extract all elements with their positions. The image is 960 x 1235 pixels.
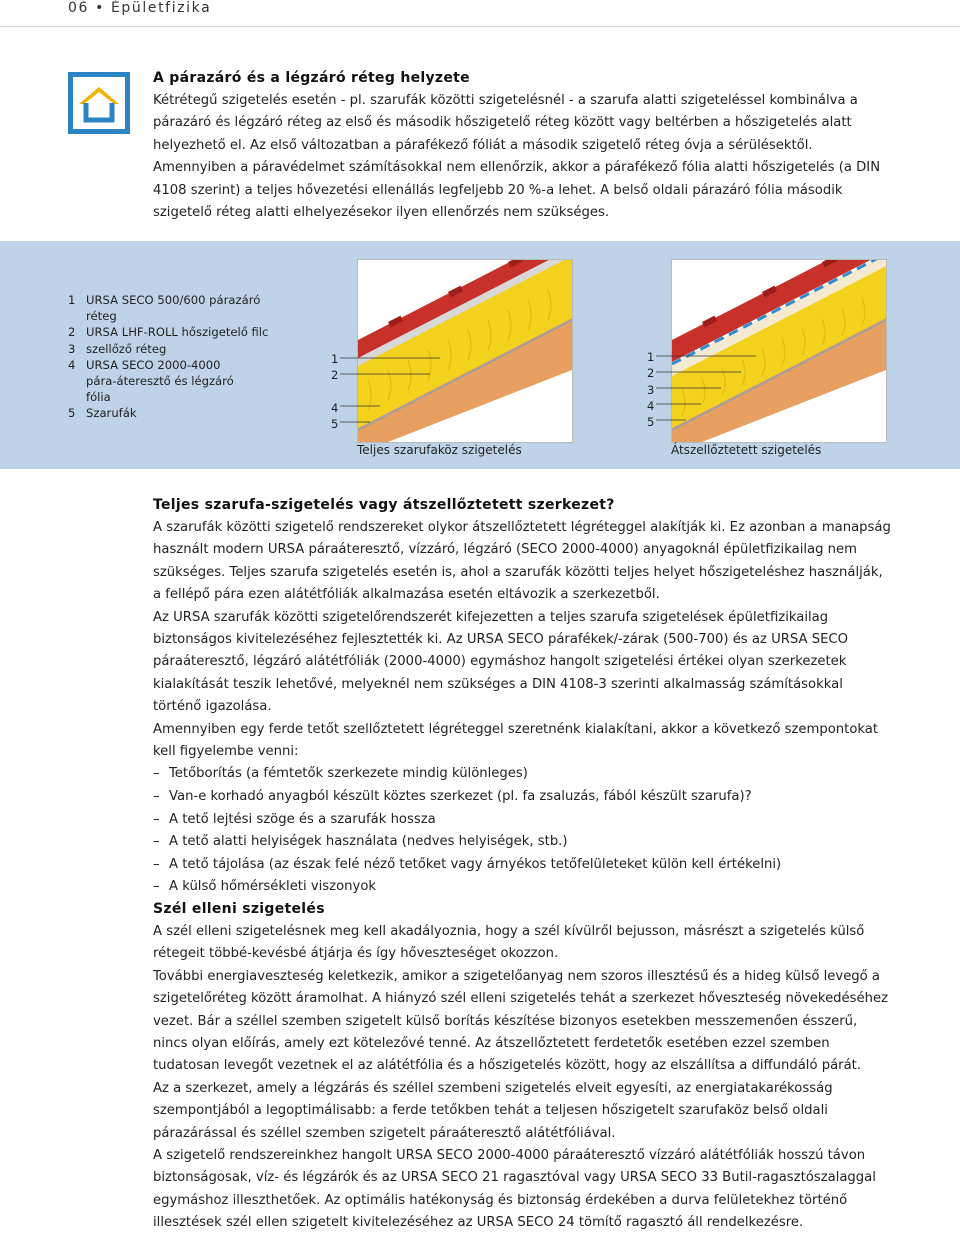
- legend-item: [68, 405, 291, 421]
- callout-number: 4: [647, 398, 655, 413]
- legend-number: 1: [68, 293, 76, 307]
- section-title: Teljes szarufa-szigetelés vagy átszellőztetett szerkezet?: [153, 497, 615, 513]
- section-title: Szél elleni szigetelés: [153, 901, 325, 917]
- callout-number: [331, 384, 338, 400]
- left-callout-lines: [340, 355, 450, 427]
- callout-number: 3: [647, 382, 655, 397]
- legend-item: [68, 341, 291, 357]
- callout-number: 5: [647, 415, 655, 430]
- section-full-rafter-insulation: [153, 497, 893, 899]
- legend-label: szellőző réteg: [86, 341, 167, 356]
- section-title: A párazáró és a légzáró réteg helyzete: [153, 70, 470, 86]
- left-diagram-numbers: [331, 351, 338, 432]
- page-header: [0, 0, 960, 27]
- callout-number: 1: [331, 352, 339, 366]
- callout-number: 1: [647, 350, 655, 364]
- list-item: – A tető alatti helyiségek használata (nedves helyiségek, stb.): [153, 831, 893, 854]
- legend-number: 4: [68, 357, 76, 372]
- legend-item: [68, 357, 291, 406]
- considerations-list: [153, 763, 893, 899]
- section-wind-protection: [153, 901, 893, 1235]
- callout-number: 2: [331, 368, 339, 383]
- list-item: – A tető lejtési szöge és a szarufák hossza: [153, 809, 893, 832]
- legend-label: Szarufák: [86, 406, 137, 421]
- section-vapor-barrier: [153, 70, 893, 224]
- callout-number: 4: [331, 400, 339, 415]
- right-diagram-numbers: [647, 349, 654, 430]
- legend-number: 5: [68, 406, 76, 421]
- section-paragraph: A szigetelő rendszereinkhez hangolt URSA SECO 2000-4000 páraáteresztő vízzáró alátétfóliák hosszú távon biztonságosak, víz- és légzárók és az URSA SECO 21 ragasztóval vagy URSA SECO 33 Butil-ragasztószalaggal egymáshoz illeszthetőek. Az optimális hatékonyság és biztonság érdekében a durva felületekhez történő illesztések szél ellen szigetelt kivitelezéséhez az URSA SECO 24 tömítő ragasztó áll rendelkezésre.: [153, 1148, 876, 1231]
- section-paragraph: A szarufák közötti szigetelő rendszereket olykor átszellőztetett légréteggel alakítják ki. Ez azonban a manapság használt modern URSA páraáteresztő, vízzáró, légzáró (SECO 2000-4000) anyagoknál épületfizikailag nem szükséges. Teljes szarufa szigetelés esetén is, ahol a szarufák közötti teljes helyet hőszigeteléshez használják, a fellépő pára ezen alátétfóliák alkalmazása esetén eltávozik a szerkezetből.: [153, 520, 891, 603]
- legend-item: [68, 324, 291, 340]
- legend-label: URSA SECO 500/600 párazáró réteg: [86, 293, 261, 324]
- section-paragraph: A szél elleni szigetelésnek meg kell akadályoznia, hogy a szél kívülről bejusson, másrészt a szigetelés külső rétegeit többé-kevésbé átjárja és így hőveszteséget okozzon.: [153, 924, 865, 962]
- legend-label: URSA LHF-ROLL hőszigetelő filc: [86, 325, 269, 340]
- left-diagram-caption: Teljes szarufaköz szigetelés: [357, 443, 522, 457]
- callout-number: 2: [647, 366, 655, 381]
- legend-number: 3: [68, 341, 76, 356]
- legend-label: URSA SECO 2000-4000 pára-áteresztő és légzáró fólia: [86, 357, 234, 405]
- section-paragraph: Kétrétegű szigetelés esetén - pl. szarufák közötti szigetelésnél - a szarufa alatti szigeteléssel kombinálva a párazáró és légzáró réteg az első és második hőszigetelő réteg között vagy beltérben a hőszigetelés alatt helyezhető el. Az első változatban a párafékező fóliát a második szigetelő réteg óvja a sérülésektől. Amennyiben a páravédelmet számításokkal nem ellenőrzik, akkor a párafékező fólia alatti hőszigetelés (a DIN 4108 szerint) a teljes hővezetési ellenállás legfeljebb 20 %-a lehet. A belső oldali párazáró fólia második szigetelő réteg alatti elhelyezésekor ilyen ellenőrzés nem szükséges.: [153, 93, 881, 221]
- list-item: – Van-e korhadó anyagból készült köztes szerkezet (pl. fa zsaluzás, fából készült szarufa)?: [153, 786, 893, 809]
- house-logo-inner: [73, 77, 125, 129]
- callout-number: 5: [331, 416, 339, 431]
- house-icon: [73, 77, 125, 129]
- section-paragraph: Az URSA szarufák közötti szigetelőrendszerét kifejezetten a teljes szarufa szigetelések épületfizikailag biztonságos kivitelezéséhez fejlesztették ki. Az URSA SECO párafékek/-zárak (500-700) és az URSA SECO páraáteresztő, légzáró alátétfóliák (2000-4000) egymáshoz hangolt szigetelési értékei olyan szerkezetek kialakítását teszik lehetővé, melyeknél nem szükséges a DIN 4108-3 szerinti alkalmasság számításokkal történő igazolása.: [153, 609, 849, 715]
- figure-legend: [68, 292, 291, 422]
- right-diagram-caption: Átszellőztetett szigetelés: [671, 443, 822, 457]
- section-paragraph: További energiaveszteség keletkezik, amikor a szigetelőanyag nem szoros illesztésű és a hideg külső levegő a szigetelőréteg között áramolhat. A hiányzó szél elleni szigetelés tehát a szerkezet hőveszteség növekedéséhez vezet. Bár a széllel szemben szigetelt külső borítás készítése bizonyos esetekben messzemenően ésszerű, nincs olyan előírás, amely ezt kötelezővé tenné. Az átszellőztetett ferdetetők esetében ezzel szemben tudatosan levegőt vezetnek el az alátétfólia és a hőszigetelés között, hogy az elszállítsa a diffundáló párát.: [153, 968, 889, 1074]
- page-header-title: 06 • Épületfizika: [68, 0, 212, 16]
- right-callout-lines: [656, 353, 766, 425]
- section-paragraph: Az a szerkezet, amely a légzárás és széllel szembeni szigetelés elveit egyesíti, az energiatakarékosság szempontjából a legoptimálisabb: a ferde tetőkben tehát a teljesen hőszigetelt szarufaköz belső oldali párazárással és széllel szemben szigetelt páraáteresztő alátétfóliával.: [153, 1080, 833, 1141]
- house-logo: [68, 72, 130, 134]
- legend-number: 2: [68, 325, 76, 340]
- list-item: – A tető tájolása (az észak felé néző tetőket vagy árnyékos tetőfelületeket külön kell értékelni): [153, 854, 893, 877]
- legend-item: [68, 292, 291, 324]
- section-paragraph: Amennyiben egy ferde tetőt szellőztetett légréteggel szeretnénk kialakítani, akkor a következő szempontokat kell figyelembe venni:: [153, 721, 879, 760]
- list-item: – A külső hőmérsékleti viszonyok: [153, 876, 893, 899]
- list-item: – Tetőborítás (a fémtetők szerkezete mindig különleges): [153, 763, 893, 786]
